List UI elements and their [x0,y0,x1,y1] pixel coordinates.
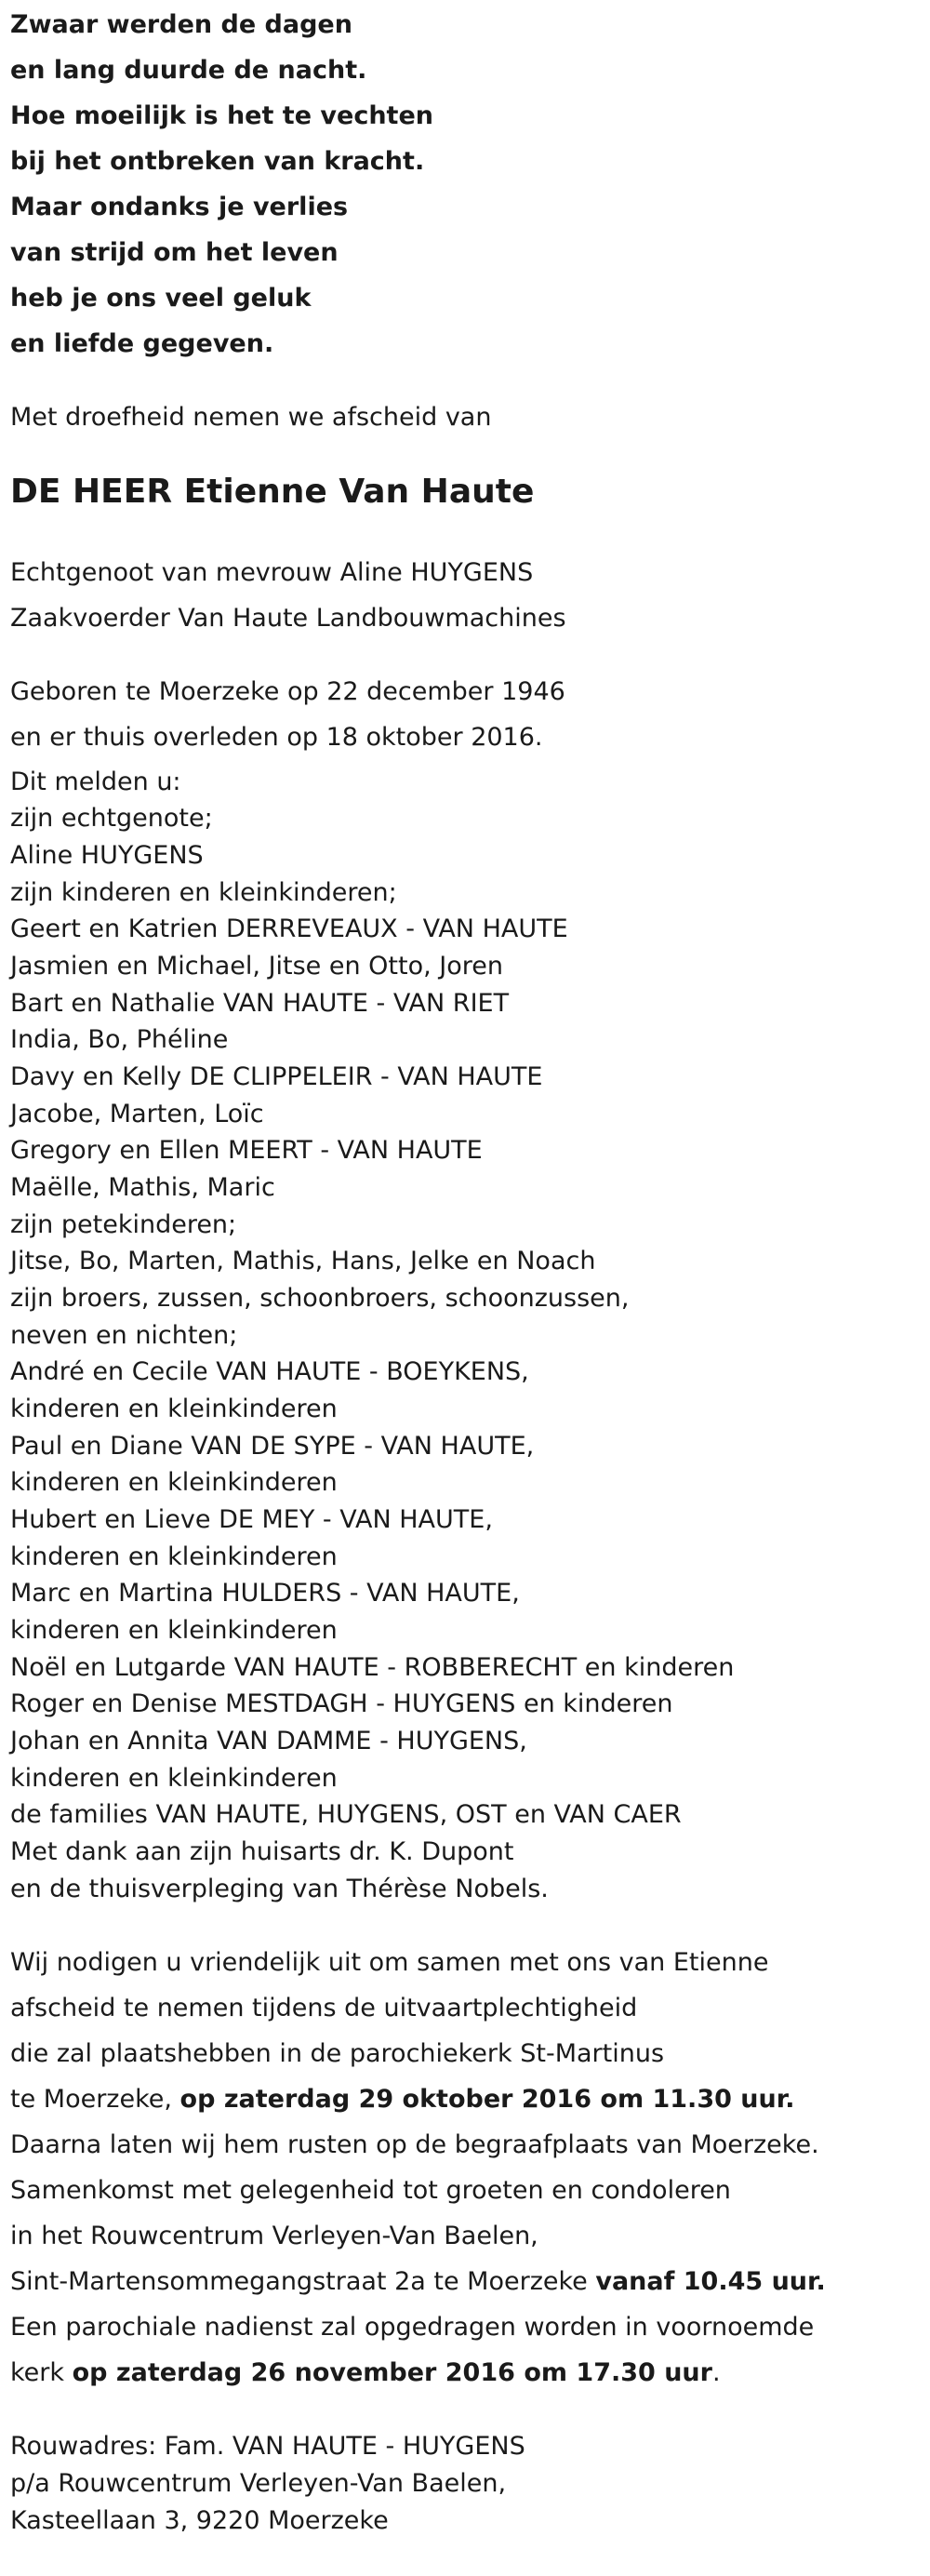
ceremony-line: Een parochiale nadienst zal opgedragen worden in voornoemde [10,2313,815,2342]
family-line: Maëlle, Mathis, Maric [10,1173,275,1202]
funeral-datetime: op zaterdag 29 oktober 2016 om 11.30 uur. [179,2085,795,2114]
family-line: zijn kinderen en kleinkinderen; [10,878,397,907]
family-line: Met dank aan zijn huisarts dr. K. Dupont [10,1837,514,1866]
ceremony-line [10,2087,794,2112]
poem-line: Maar ondanks je verlies [10,193,349,221]
ceremony-line [10,2360,721,2385]
deceased-name: DE HEER Etienne Van Haute [10,473,535,511]
family-line: kinderen en kleinkinderen [10,1468,338,1497]
family-line: Noël en Lutgarde VAN HAUTE - ROBBERECHT en kinderen [10,1653,735,1682]
ceremony-text: . [711,2358,721,2387]
family-line: Jasmien en Michael, Jitse en Otto, Joren [10,952,504,981]
ceremony-line: afscheid te nemen tijdens de uitvaartplechtigheid [10,1994,638,2022]
family-line: neven en nichten; [10,1321,238,1350]
poem-line: Zwaar werden de dagen [10,10,352,39]
family-line: zijn echtgenote; [10,804,213,833]
family-line: kinderen en kleinkinderen [10,1542,338,1571]
address-line: Kasteellaan 3, 9220 Moerzeke [10,2506,389,2535]
poem-line: en liefde gegeven. [10,329,274,358]
family-line: en de thuisverpleging van Thérèse Nobels. [10,1875,549,1903]
family-line: Aline HUYGENS [10,841,204,870]
family-line: Geert en Katrien DERREVEAUX - VAN HAUTE [10,914,568,943]
address-line: p/a Rouwcentrum Verleyen-Van Baelen, [10,2469,507,2498]
family-line: India, Bo, Phéline [10,1025,229,1054]
ceremony-line: die zal plaatshebben in de parochiekerk St-Martinus [10,2039,665,2068]
memorial-service-datetime: op zaterdag 26 november 2016 om 17.30 uur [72,2358,712,2387]
family-line: André en Cecile VAN HAUTE - BOEYKENS, [10,1357,529,1386]
family-line: Gregory en Ellen MEERT - VAN HAUTE [10,1136,483,1165]
ceremony-text: Sint-Martensommegangstraat 2a te Moerzeke [10,2267,596,2296]
poem-line: bij het ontbreken van kracht. [10,147,425,176]
ceremony-text: te Moerzeke, [10,2085,180,2114]
family-line: kinderen en kleinkinderen [10,1764,338,1793]
poem-line: Hoe moeilijk is het te vechten [10,101,433,130]
ceremony-line: Wij nodigen u vriendelijk uit om samen met ons van Etienne [10,1948,769,1977]
family-line: Johan en Annita VAN DAMME - HUYGENS, [10,1727,527,1755]
family-line: zijn petekinderen; [10,1210,237,1239]
ceremony-line: Daarna laten wij hem rusten op de begraafplaats van Moerzeke. [10,2130,819,2159]
intro-text: Met droefheid nemen we afscheid van [10,403,492,432]
visitation-time: vanaf 10.45 uur. [595,2267,826,2296]
family-line: kinderen en kleinkinderen [10,1616,338,1645]
ceremony-line [10,2269,826,2294]
family-line: Jacobe, Marten, Loïc [10,1100,264,1128]
family-line: Paul en Diane VAN DE SYPE - VAN HAUTE, [10,1432,535,1461]
death-date: en er thuis overleden op 18 oktober 2016. [10,723,543,752]
poem-line: en lang duurde de nacht. [10,56,367,85]
family-line: Roger en Denise MESTDAGH - HUYGENS en kinderen [10,1689,673,1718]
family-line: Hubert en Lieve DE MEY - VAN HAUTE, [10,1505,493,1534]
family-line: Davy en Kelly DE CLIPPELEIR - VAN HAUTE [10,1062,543,1091]
family-line: Bart en Nathalie VAN HAUTE - VAN RIET [10,989,510,1018]
family-line: Marc en Martina HULDERS - VAN HAUTE, [10,1579,520,1608]
family-line: de families VAN HAUTE, HUYGENS, OST en VAN CAER [10,1800,682,1829]
ceremony-text: kerk [10,2358,73,2387]
family-line: Dit melden u: [10,767,181,796]
poem-line: heb je ons veel geluk [10,284,312,313]
title-line: Zaakvoerder Van Haute Landbouwmachines [10,604,566,633]
birth-date: Geboren te Moerzeke op 22 december 1946 [10,677,565,706]
ceremony-line: Samenkomst met gelegenheid tot groeten en condoleren [10,2176,731,2205]
family-line: zijn broers, zussen, schoonbroers, schoonzussen, [10,1284,630,1313]
ceremony-line: in het Rouwcentrum Verleyen-Van Baelen, [10,2222,538,2250]
poem-line: van strijd om het leven [10,238,339,267]
title-line: Echtgenoot van mevrouw Aline HUYGENS [10,558,534,587]
family-line: kinderen en kleinkinderen [10,1395,338,1423]
family-line: Jitse, Bo, Marten, Mathis, Hans, Jelke en Noach [10,1247,596,1275]
address-line: Rouwadres: Fam. VAN HAUTE - HUYGENS [10,2432,525,2461]
